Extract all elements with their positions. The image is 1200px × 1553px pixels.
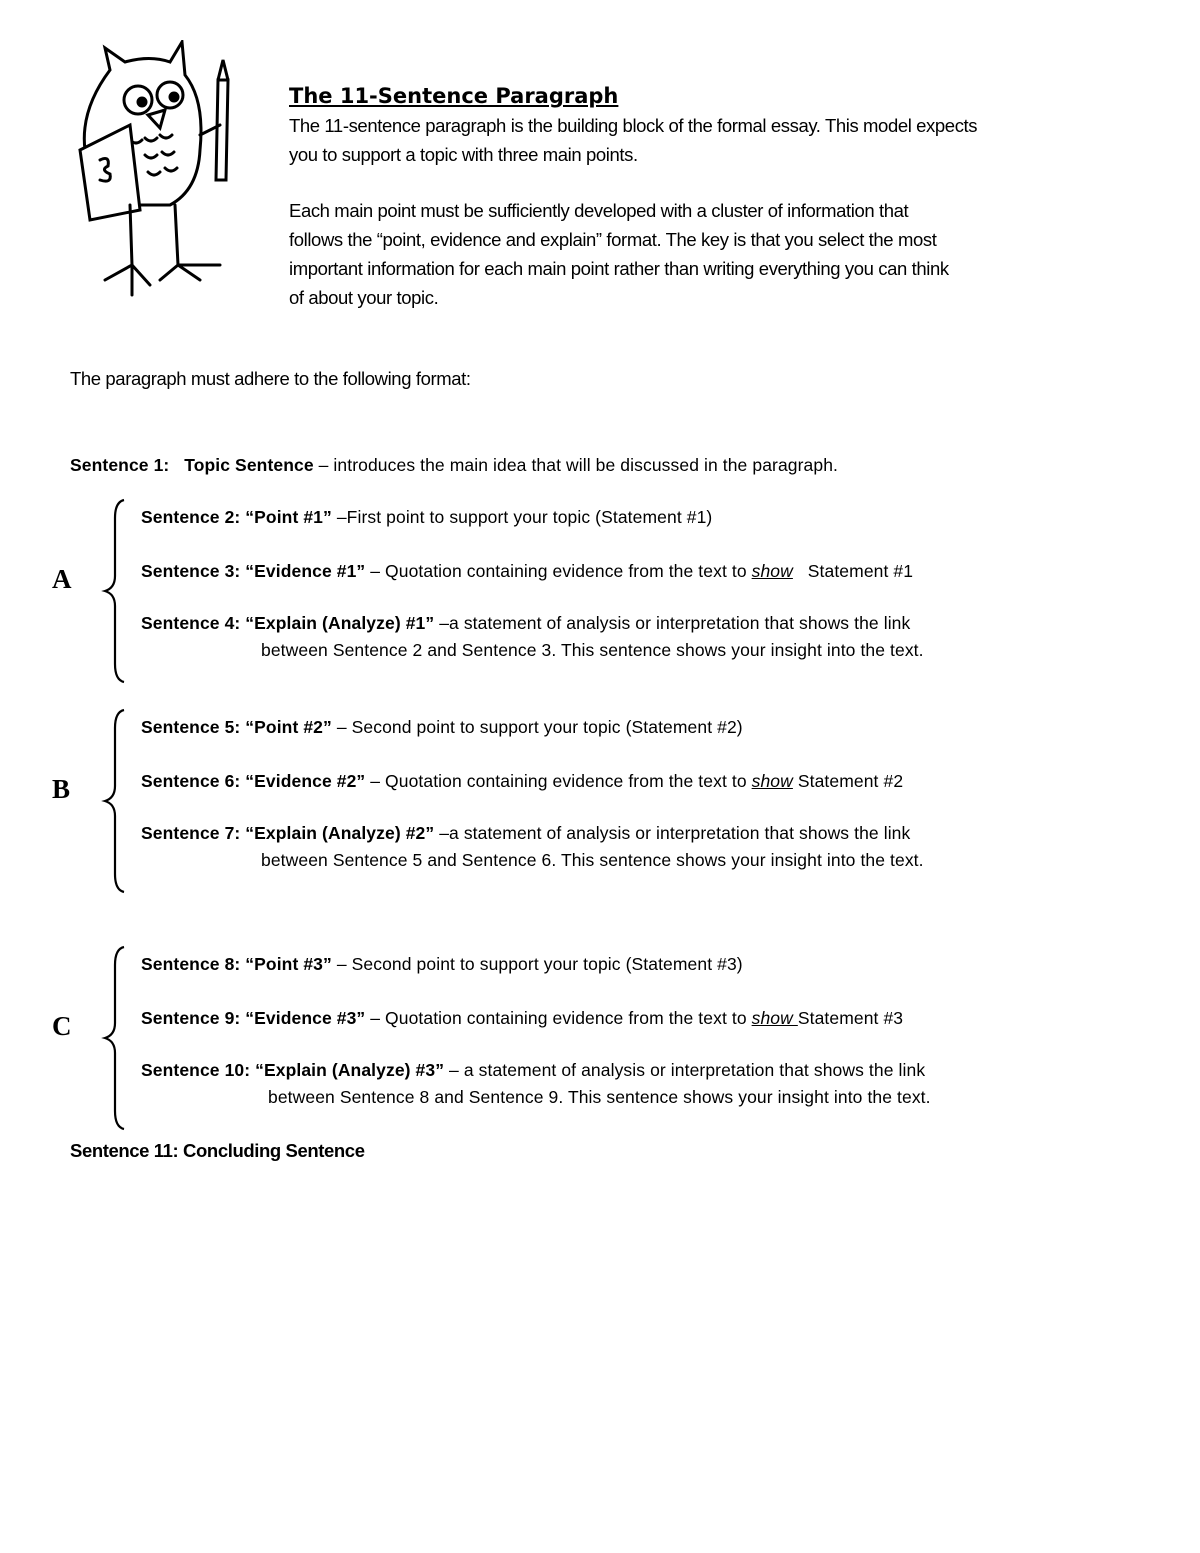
- sentence-text: –First point to support your topic (Statement #1): [331, 507, 713, 527]
- sentence-label: Sentence 7:: [141, 823, 246, 843]
- owl-illustration-icon: [70, 40, 240, 300]
- sentence-text: – Quotation containing evidence from the text to: [365, 561, 752, 581]
- sentence-1: [70, 454, 838, 476]
- evidence-sentence: [141, 560, 913, 582]
- evidence-sentence: [141, 770, 903, 792]
- sentence-text: – Quotation containing evidence from the text to: [365, 1008, 752, 1028]
- sentence-text: Statement #1: [792, 561, 914, 581]
- intro-line: of about your topic.: [289, 287, 439, 308]
- format-intro: The paragraph must adhere to the following format:: [70, 368, 471, 389]
- sentence-label: Sentence 5:: [141, 717, 246, 737]
- intro-line: you to support a topic with three main points.: [289, 144, 638, 165]
- sentence-text: – Second point to support your topic (Statement #2): [331, 717, 743, 737]
- sentence-text: Statement #2: [792, 771, 904, 791]
- group-letter: C: [52, 1011, 72, 1041]
- sentence-11: Sentence 11: Concluding Sentence: [70, 1140, 365, 1161]
- intro-line: The 11-sentence paragraph is the building block of the formal essay. This model expects: [289, 115, 978, 136]
- sentence-term: “Point #2”: [245, 717, 332, 737]
- sentence-label: Sentence 8:: [141, 954, 246, 974]
- point-sentence: [141, 506, 712, 528]
- explain-sentence: [141, 612, 910, 634]
- sentence-text: – introduces the main idea that will be discussed in the paragraph.: [313, 455, 839, 475]
- sentence-text: – Quotation containing evidence from the text to: [365, 771, 752, 791]
- sentence-label: Sentence 3:: [141, 561, 246, 581]
- sentence-term: “Evidence #2”: [245, 771, 366, 791]
- sentence-term: “Explain (Analyze) #1”: [245, 613, 435, 633]
- explain-sentence-continuation: between Sentence 5 and Sentence 6. This sentence shows your insight into the text.: [261, 850, 924, 870]
- sentence-term: “Explain (Analyze) #2”: [245, 823, 435, 843]
- sentence-term: “Point #3”: [245, 954, 332, 974]
- point-sentence: [141, 716, 743, 738]
- evidence-sentence: [141, 1007, 903, 1029]
- curly-brace-icon: [100, 498, 130, 684]
- explain-sentence-continuation: between Sentence 2 and Sentence 3. This sentence shows your insight into the text.: [261, 640, 924, 660]
- sentence-text: – Second point to support your topic (Statement #3): [331, 954, 743, 974]
- sentence-text: Statement #3: [797, 1008, 904, 1028]
- sentence-label: Sentence 4:: [141, 613, 246, 633]
- show-emphasis: show: [751, 561, 793, 581]
- page-title: The 11-Sentence Paragraph: [289, 84, 619, 108]
- intro-line: follows the “point, evidence and explain” format. The key is that you select the most: [289, 229, 937, 250]
- sentence-text: –a statement of analysis or interpretation that shows the link: [434, 823, 911, 843]
- curly-brace-icon: [100, 945, 130, 1131]
- explain-sentence-continuation: between Sentence 8 and Sentence 9. This sentence shows your insight into the text.: [268, 1087, 931, 1107]
- intro-line: Each main point must be sufficiently developed with a cluster of information that: [289, 200, 909, 221]
- sentence-text: – a statement of analysis or interpretation that shows the link: [444, 1060, 926, 1080]
- sentence-text: –a statement of analysis or interpretation that shows the link: [434, 613, 911, 633]
- sentence-label: Sentence 6:: [141, 771, 246, 791]
- intro-line: important information for each main point rather than writing everything you can think: [289, 258, 949, 279]
- explain-sentence: [141, 822, 910, 844]
- sentence-label: Sentence 9:: [141, 1008, 246, 1028]
- curly-brace-icon: [100, 708, 130, 894]
- sentence-term: “Evidence #3”: [245, 1008, 366, 1028]
- show-emphasis: show: [751, 1008, 798, 1028]
- sentence-term: Topic Sentence: [184, 455, 314, 475]
- sentence-term: “Evidence #1”: [245, 561, 366, 581]
- sentence-label: Sentence 10:: [141, 1060, 256, 1080]
- show-emphasis: show: [751, 771, 793, 791]
- sentence-term: “Point #1”: [245, 507, 332, 527]
- point-sentence: [141, 953, 743, 975]
- group-letter: A: [52, 564, 72, 594]
- explain-sentence: [141, 1059, 925, 1081]
- group-letter: B: [52, 774, 71, 804]
- sentence-term: “Explain (Analyze) #3”: [255, 1060, 445, 1080]
- sentence-label: Sentence 1:: [70, 455, 170, 475]
- sentence-label: Sentence 2:: [141, 507, 246, 527]
